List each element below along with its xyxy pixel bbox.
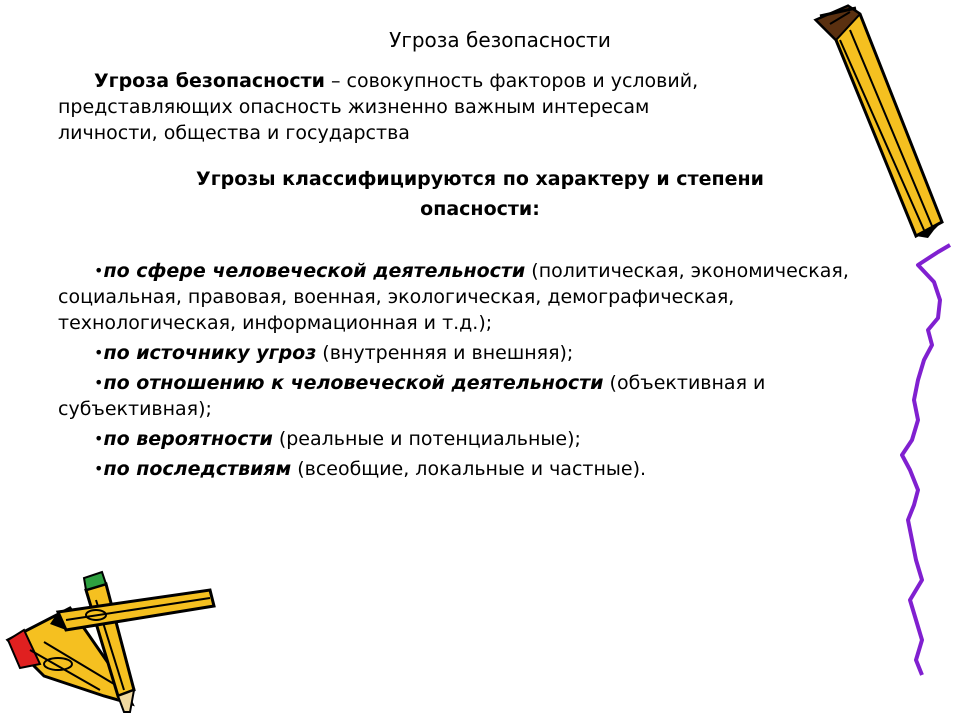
list-item-detail: (внутренняя и внешняя); (316, 342, 574, 364)
classification-heading-line-1: Угрозы классифицируются по характеру и степени (196, 168, 764, 190)
list-item-detail: (политическая, экономическая, социальная, правовая, военная, экологическая, демографическая, технологическая, информационная и т.д.); (58, 260, 849, 334)
list-item (58, 258, 898, 336)
classification-heading-line-2: опасности: (420, 198, 540, 220)
list-item-detail: (объективная и субъективная); (58, 372, 766, 420)
list-item-term: по сфере человеческой деятельности (103, 260, 526, 282)
classification-list (58, 258, 898, 486)
list-item (58, 426, 898, 452)
bottom-left-pencils-icon (8, 572, 214, 712)
list-item (58, 456, 898, 482)
bullet-marker: • (94, 373, 104, 392)
classification-heading (100, 164, 860, 224)
list-item-term: по источнику угроз (103, 342, 317, 364)
definition-line-1 (58, 68, 858, 94)
purple-squiggle-line (902, 245, 950, 675)
bullet-marker: • (94, 343, 104, 362)
definition-text-1: – совокупность факторов и условий, (324, 70, 699, 92)
list-item (58, 370, 898, 422)
definition-term: Угроза безопасности (94, 70, 325, 92)
list-item-detail: (всеобщие, локальные и частные). (291, 458, 647, 480)
list-item-detail: (реальные и потенциальные); (272, 428, 581, 450)
definition-line-2: представляющих опасность жизненно важным интересам (58, 96, 650, 118)
list-item-term: по вероятности (103, 428, 273, 450)
bullet-marker: • (94, 261, 104, 280)
definition-line-3: личности, общества и государства (58, 122, 410, 144)
bullet-marker: • (94, 429, 104, 448)
list-item-term: по последствиям (103, 458, 292, 480)
slide-title: Угроза безопасности (389, 28, 611, 52)
list-item (58, 340, 898, 366)
bullet-marker: • (94, 459, 104, 478)
definition-paragraph (58, 68, 858, 146)
list-item-term: по отношению к человеческой деятельности (103, 372, 604, 394)
